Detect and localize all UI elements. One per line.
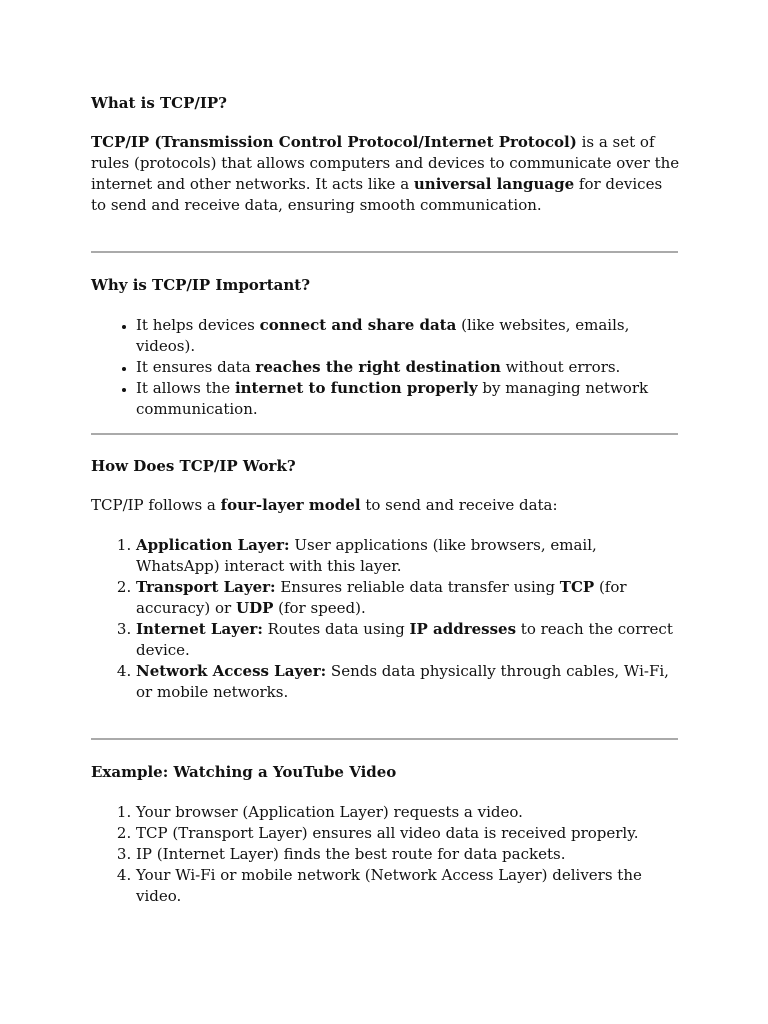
section-example bbox=[91, 762, 681, 907]
section-how-it-works bbox=[91, 456, 681, 703]
section-why-important bbox=[91, 275, 681, 420]
layer-name: Transport Layer: bbox=[136, 578, 276, 596]
list-item-text: (like websites, emails, videos). bbox=[136, 316, 630, 355]
heading-how-it-works: How Does TCP/IP Work? bbox=[91, 457, 296, 475]
list-item bbox=[136, 357, 681, 378]
layer-description: Routes data using bbox=[262, 620, 410, 638]
list-item: 2. TCP (Transport Layer) ensures all video data is received properly. bbox=[136, 823, 681, 844]
layer-description: (for accuracy) or bbox=[136, 578, 627, 617]
layer-description: to reach the correct device. bbox=[136, 620, 673, 659]
list-item-bold: connect and share data bbox=[259, 316, 457, 334]
definition-text-1: is a set of rules (protocols) that allows computers and devices to communicate over the internet and other networks. It acts like a bbox=[91, 133, 680, 193]
list-item-text: without errors. bbox=[500, 358, 621, 376]
layer-description: User applications (like browsers, email, WhatsApp) interact with this layer. bbox=[136, 536, 597, 575]
list-item-text: It allows the bbox=[136, 379, 235, 397]
importance-list bbox=[91, 315, 681, 420]
bold-ip-addresses: IP addresses bbox=[409, 620, 517, 638]
bold-universal-language: universal language bbox=[413, 175, 575, 193]
heading-why-important: Why is TCP/IP Important? bbox=[91, 276, 310, 294]
list-item bbox=[136, 315, 681, 357]
definition-text-2: for devices to send and receive data, ensuring smooth communication. bbox=[91, 175, 663, 214]
layer-description: Ensures reliable data transfer using bbox=[275, 578, 560, 596]
bold-term-tcpip: TCP/IP (Transmission Control Protocol/Internet Protocol) bbox=[91, 133, 577, 151]
list-item bbox=[136, 378, 681, 420]
list-item bbox=[136, 577, 681, 619]
layer-name: Internet Layer: bbox=[136, 620, 263, 638]
divider-1 bbox=[91, 251, 678, 253]
section-what-is-tcpip bbox=[91, 93, 681, 216]
list-item: 1. Your browser (Application Layer) requests a video. bbox=[136, 802, 681, 823]
intro-text: TCP/IP follows a bbox=[91, 496, 221, 514]
layer-description: (for speed). bbox=[273, 599, 366, 617]
list-item-text: by managing network communication. bbox=[136, 379, 649, 418]
divider-2 bbox=[91, 433, 678, 435]
list-item-text: It helps devices bbox=[136, 316, 260, 334]
list-item: 4. Your Wi-Fi or mobile network (Network Access Layer) delivers the video. bbox=[136, 865, 681, 907]
paragraph-four-layer-intro bbox=[91, 495, 681, 516]
list-item bbox=[136, 535, 681, 577]
intro-text: to send and receive data: bbox=[360, 496, 558, 514]
heading-what-is-tcpip: What is TCP/IP? bbox=[91, 94, 227, 112]
layer-description: Sends data physically through cables, Wi-Fi, or mobile networks. bbox=[136, 662, 669, 701]
list-item bbox=[136, 619, 681, 661]
list-item-bold: reaches the right destination bbox=[255, 358, 501, 376]
paragraph-definition bbox=[91, 132, 681, 216]
list-item bbox=[136, 661, 681, 703]
list-item-bold: internet to function properly bbox=[234, 379, 478, 397]
layer-name: Application Layer: bbox=[136, 536, 290, 554]
bold-tcp: TCP bbox=[559, 578, 595, 596]
bold-four-layer-model: four-layer model bbox=[220, 496, 361, 514]
example-steps-list bbox=[91, 802, 681, 907]
layer-list bbox=[91, 535, 681, 703]
bold-udp: UDP bbox=[235, 599, 274, 617]
list-item-text: It ensures data bbox=[136, 358, 256, 376]
heading-example: Example: Watching a YouTube Video bbox=[91, 763, 397, 781]
list-item: 3. IP (Internet Layer) finds the best route for data packets. bbox=[136, 844, 681, 865]
divider-3 bbox=[91, 738, 678, 740]
layer-name: Network Access Layer: bbox=[136, 662, 327, 680]
